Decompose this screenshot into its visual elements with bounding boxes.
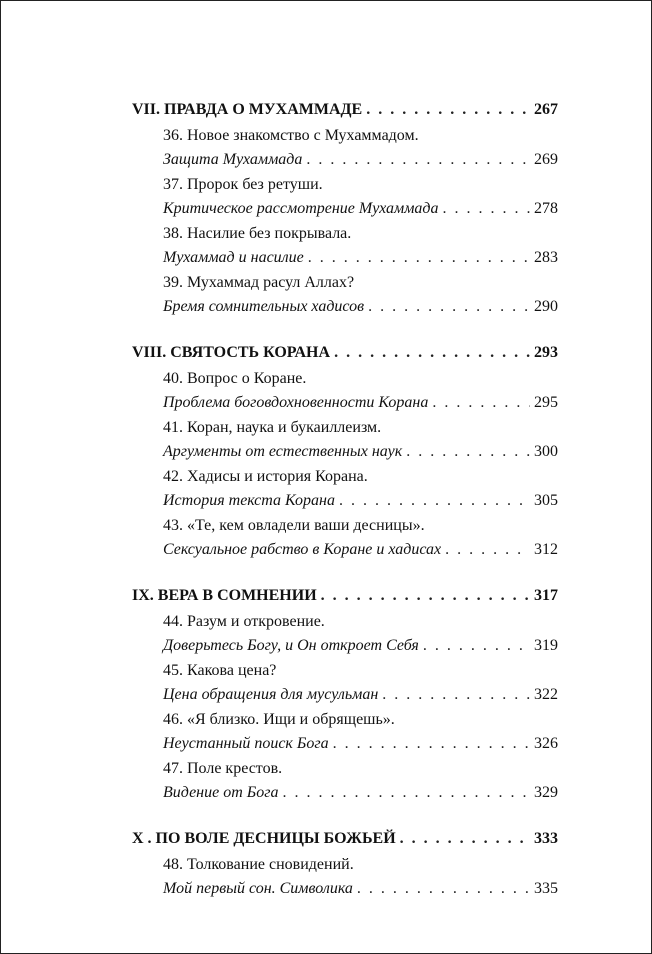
chapter-subtitle: Сексуальное рабство в Коране и хадисах — [163, 541, 442, 558]
part-title: VIII. СВЯТОСТЬ КОРАНА — [132, 344, 331, 361]
chapter-entry — [132, 708, 558, 755]
chapter-title: 40. Вопрос о Коране. — [163, 370, 307, 387]
dot-leader — [368, 295, 530, 318]
toc-part — [132, 583, 558, 804]
chapter-page-number: 312 — [534, 541, 558, 558]
dot-leader — [334, 340, 530, 365]
chapter-subtitle-row — [132, 781, 558, 804]
chapter-entry — [132, 222, 558, 269]
chapter-subtitle: Проблема боговдохновенности Корана — [163, 394, 429, 411]
dot-leader — [306, 148, 530, 171]
chapter-entry — [132, 514, 558, 561]
chapter-subtitle: Неустанный поиск Бога — [163, 735, 329, 752]
chapter-entry — [132, 271, 558, 318]
chapter-subtitle: Критическое рассмотрение Мухаммада — [163, 200, 439, 217]
chapter-page-number: 295 — [534, 394, 558, 411]
chapter-subtitle: Видение от Бога — [163, 784, 279, 801]
chapter-entry — [132, 757, 558, 804]
part-heading — [132, 583, 558, 608]
dot-leader — [406, 440, 530, 463]
chapter-title: 48. Толкование сновидений. — [163, 856, 354, 873]
part-heading — [132, 826, 558, 851]
chapter-title: 38. Насилие без покрывала. — [163, 225, 352, 242]
chapter-title: 42. Хадисы и история Корана. — [163, 468, 368, 485]
part-heading — [132, 97, 558, 122]
chapter-entry — [132, 416, 558, 463]
chapter-subtitle: Защита Мухаммада — [163, 151, 303, 168]
chapter-entry — [132, 659, 558, 706]
chapter-title: 43. «Те, кем овладели ваши десницы». — [163, 517, 425, 534]
dot-leader — [443, 197, 530, 220]
table-of-contents — [132, 97, 558, 910]
chapter-subtitle-row — [132, 877, 558, 900]
chapter-subtitle: Доверьтесь Богу, и Он откроет Себя — [163, 637, 419, 654]
chapter-title: 47. Поле крестов. — [163, 760, 283, 777]
chapter-entry — [132, 124, 558, 171]
dot-leader — [400, 826, 530, 851]
chapter-title: 44. Разум и откровение. — [163, 613, 325, 630]
chapter-subtitle-row — [132, 732, 558, 755]
part-title: VII. ПРАВДА О МУХАММАДЕ — [132, 101, 363, 118]
chapter-title: 39. Мухаммад расул Аллах? — [163, 274, 355, 291]
chapter-subtitle-row — [132, 148, 558, 171]
chapter-subtitle-row — [132, 683, 558, 706]
chapter-subtitle-row — [132, 538, 558, 561]
dot-leader — [321, 583, 530, 608]
chapter-title: 45. Какова цена? — [163, 662, 277, 679]
dot-leader — [445, 538, 530, 561]
chapter-entry — [132, 853, 558, 900]
chapter-entry — [132, 367, 558, 414]
chapter-subtitle-row — [132, 440, 558, 463]
chapter-title: 37. Пророк без ретуши. — [163, 176, 323, 193]
chapter-subtitle-row — [132, 391, 558, 414]
chapter-entry — [132, 173, 558, 220]
dot-leader — [432, 391, 530, 414]
chapter-title: 46. «Я близко. Ищи и обрящешь». — [163, 711, 395, 728]
chapter-subtitle: Мой первый сон. Символика — [163, 880, 353, 897]
chapter-page-number: 283 — [534, 249, 558, 266]
part-title: X . ПО ВОЛЕ ДЕСНИЦЫ БОЖЬЕЙ — [132, 830, 396, 847]
chapter-subtitle: Бремя сомнительных хадисов — [163, 298, 365, 315]
chapter-subtitle-row — [132, 295, 558, 318]
chapter-page-number: 326 — [534, 735, 558, 752]
chapter-subtitle-row — [132, 246, 558, 269]
chapter-entry — [132, 610, 558, 657]
chapter-page-number: 300 — [534, 443, 558, 460]
chapter-page-number: 269 — [534, 151, 558, 168]
chapter-page-number: 322 — [534, 686, 558, 703]
chapter-page-number: 319 — [534, 637, 558, 654]
part-page-number: 317 — [534, 587, 558, 604]
chapter-subtitle-row — [132, 197, 558, 220]
chapter-page-number: 278 — [534, 200, 558, 217]
dot-leader — [382, 683, 530, 706]
chapter-subtitle-row — [132, 489, 558, 512]
chapter-subtitle: Аргументы от естественных наук — [163, 443, 403, 460]
chapter-title: 36. Новое знакомство с Мухаммадом. — [163, 127, 419, 144]
chapter-subtitle: Мухаммад и насилие — [163, 249, 304, 266]
chapter-page-number: 305 — [534, 492, 558, 509]
part-page-number: 267 — [534, 101, 558, 118]
dot-leader — [366, 97, 530, 122]
chapter-subtitle: История текста Корана — [163, 492, 335, 509]
dot-leader — [282, 781, 530, 804]
part-heading — [132, 340, 558, 365]
toc-part — [132, 826, 558, 900]
part-title: IX. ВЕРА В СОМНЕНИИ — [132, 587, 317, 604]
dot-leader — [357, 877, 530, 900]
toc-part — [132, 340, 558, 561]
chapter-page-number: 329 — [534, 784, 558, 801]
chapter-subtitle-row — [132, 634, 558, 657]
dot-leader — [339, 489, 530, 512]
chapter-subtitle: Цена обращения для мусульман — [163, 686, 379, 703]
chapter-page-number: 290 — [534, 298, 558, 315]
dot-leader — [333, 732, 530, 755]
chapter-entry — [132, 465, 558, 512]
part-page-number: 333 — [534, 830, 558, 847]
dot-leader — [423, 634, 530, 657]
dot-leader — [308, 246, 530, 269]
chapter-page-number: 335 — [534, 880, 558, 897]
toc-part — [132, 97, 558, 318]
chapter-title: 41. Коран, наука и букаиллеизм. — [163, 419, 382, 436]
part-page-number: 293 — [534, 344, 558, 361]
